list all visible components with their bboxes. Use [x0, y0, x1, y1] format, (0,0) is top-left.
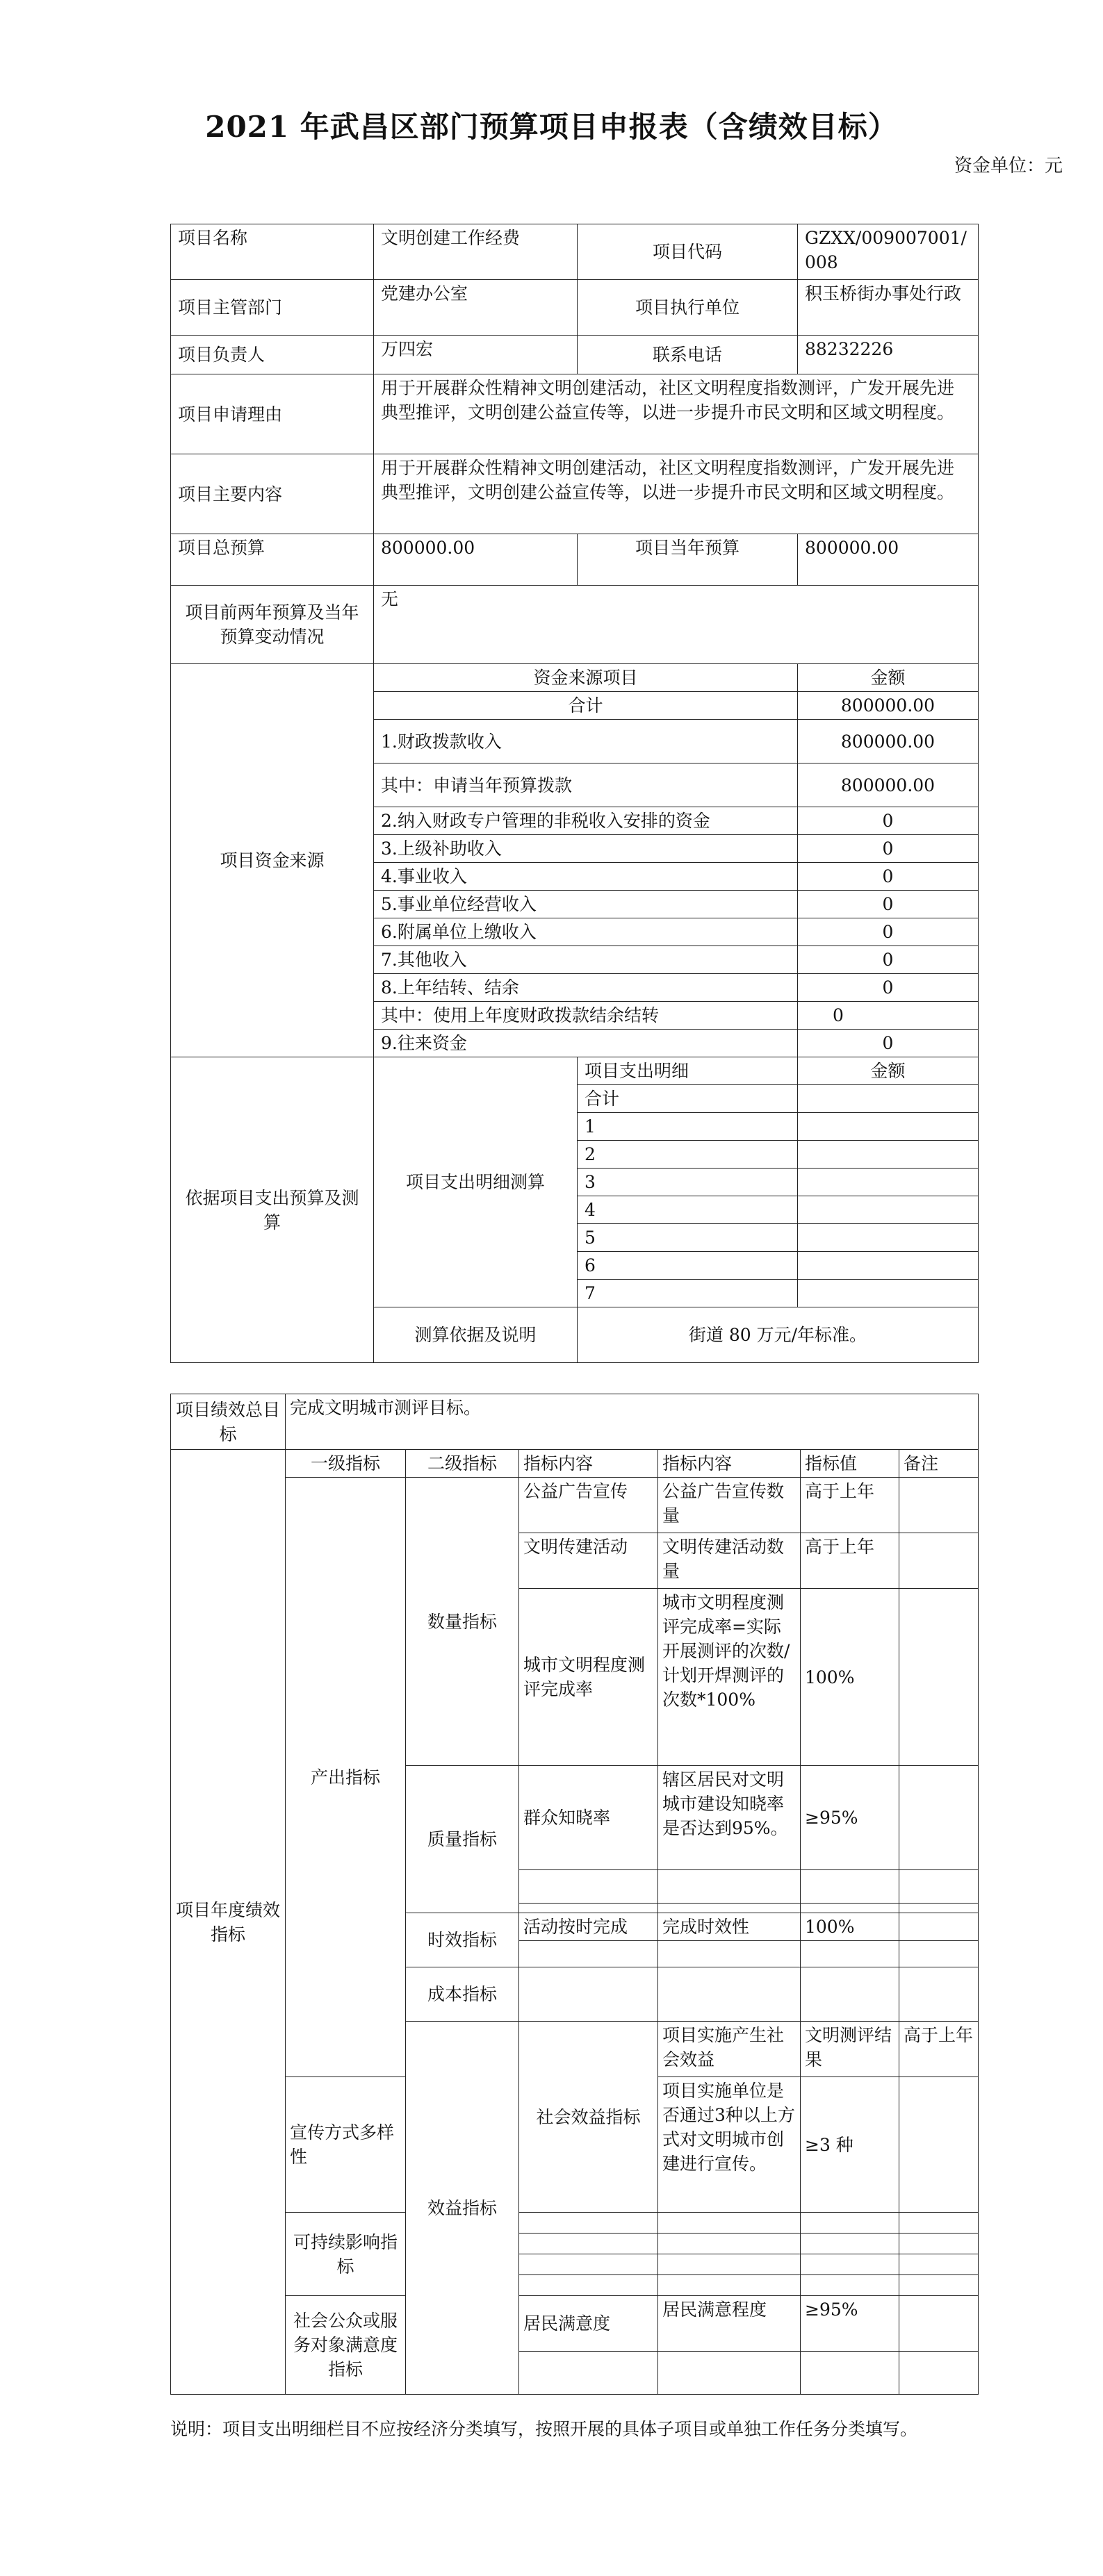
indicator-value: 高于上年	[801, 1478, 899, 1533]
content-value: 用于开展群众性精神文明创建活动，社区文明程度指数测评，广发开展先进典型推评，文明创建公益宣传等，以进一步提升市民文明和区域文明程度。	[374, 454, 979, 534]
change-label: 项目前两年预算及当年预算变动情况	[171, 586, 374, 664]
indicator-desc: 文明传建活动数量	[658, 1533, 801, 1589]
indicator-value: 高于上年	[899, 2022, 979, 2077]
expense-amount	[798, 1196, 979, 1224]
funding-amount: 800000.00	[798, 763, 979, 807]
expense-amount	[798, 1280, 979, 1307]
expense-amount	[798, 1113, 979, 1141]
expense-amount	[798, 1085, 979, 1113]
funding-amount: 0	[798, 863, 979, 891]
indicator-value: ≥95%	[801, 1766, 899, 1870]
indicator-content: 文明传建活动	[519, 1533, 658, 1589]
expense-item: 7	[578, 1280, 798, 1307]
satisfaction-label: 社会公众或服务对象满意度指标	[286, 2296, 406, 2395]
indicator-value: ≥95%	[801, 2296, 899, 2352]
indicator-remark	[899, 1766, 979, 1870]
indicator-desc: 文明测评结果	[801, 2022, 899, 2077]
expense-item: 4	[578, 1196, 798, 1224]
funding-item: 其中：申请当年预算拨款	[374, 763, 798, 807]
indicator-remark	[899, 2077, 979, 2213]
funding-amount: 0	[798, 835, 979, 863]
funding-item: 2.纳入财政专户管理的非税收入安排的资金	[374, 807, 798, 835]
funding-header-item: 资金来源项目	[374, 664, 798, 692]
funding-amount: 0	[798, 974, 979, 1002]
indicator-content: 活动按时完成	[519, 1913, 658, 1941]
funding-amount: 800000.00	[798, 720, 979, 763]
expense-detail-label: 项目支出明细测算	[374, 1057, 578, 1307]
indicator-remark	[899, 1533, 979, 1589]
indicator-remark	[899, 1478, 979, 1533]
expense-item: 5	[578, 1224, 798, 1252]
expense-amount	[798, 1252, 979, 1280]
indicator-content: 居民满意度	[519, 2296, 658, 2352]
exec-value: 积玉桥街办事处行政	[798, 280, 979, 336]
funding-amount: 0	[798, 807, 979, 835]
name-value: 文明创建工作经费	[374, 224, 578, 280]
indicator-desc: 公益广告宣传数量	[658, 1478, 801, 1533]
reason-label: 项目申请理由	[171, 374, 374, 454]
total-label: 项目总预算	[171, 534, 374, 586]
funding-item: 8.上年结转、结余	[374, 974, 798, 1002]
funding-item: 4.事业收入	[374, 863, 798, 891]
expense-amount	[798, 1141, 979, 1169]
funding-amount: 800000.00	[798, 692, 979, 720]
indicator-value: 高于上年	[801, 1533, 899, 1589]
dept-value: 党建办公室	[374, 280, 578, 336]
indicator-content: 群众知晓率	[519, 1766, 658, 1870]
indicator-desc: 项目实施单位是否通过3种以上方式对文明城市创建进行宣传。	[658, 2077, 801, 2213]
expense-item: 3	[578, 1169, 798, 1196]
funding-item: 7.其他收入	[374, 946, 798, 974]
expense-label: 依据项目支出预算及测算	[171, 1057, 374, 1363]
name-label: 项目名称	[171, 224, 374, 280]
indicator-content: 宣传方式多样性	[286, 2077, 406, 2213]
expense-item: 合计	[578, 1085, 798, 1113]
exec-label: 项目执行单位	[578, 280, 798, 336]
dept-label: 项目主管部门	[171, 280, 374, 336]
annual-label: 项目年度绩效指标	[171, 1450, 286, 2395]
funding-amount: 0	[798, 918, 979, 946]
expense-item: 2	[578, 1141, 798, 1169]
time-label: 时效指标	[406, 1913, 519, 1967]
indicator-value: ≥3 种	[801, 2077, 899, 2213]
header-level1: 一级指标	[286, 1450, 406, 1478]
performance-table	[170, 1394, 979, 2395]
funding-amount: 0	[798, 1002, 979, 1030]
code-label: 项目代码	[578, 224, 798, 280]
header-level2: 二级指标	[406, 1450, 519, 1478]
expense-item: 6	[578, 1252, 798, 1280]
benefit-label: 效益指标	[406, 2022, 519, 2395]
footnote: 说明：项目支出明细栏目不应按经济分类填写，按照开展的具体子项目或单独工作任务分类填写。	[170, 2419, 918, 2439]
funding-item: 1.财政拨款收入	[374, 720, 798, 763]
quantity-label: 数量指标	[406, 1478, 519, 1766]
reason-value: 用于开展群众性精神文明创建活动，社区文明程度指数测评，广发开展先进典型推评，文明创建公益宣传等，以进一步提升市民文明和区域文明程度。	[374, 374, 979, 454]
funding-amount: 0	[798, 1030, 979, 1057]
expense-amount	[798, 1224, 979, 1252]
indicator-value: 100%	[801, 1913, 899, 1941]
basis-value: 街道 80 万元/年标准。	[578, 1307, 979, 1363]
goal-value: 完成文明城市测评目标。	[286, 1394, 979, 1450]
page-title: 2021 年武昌区部门预算项目申报表（含绩效目标）	[205, 110, 898, 144]
funding-item: 9.往来资金	[374, 1030, 798, 1057]
header-value: 指标值	[801, 1450, 899, 1478]
header-content: 指标内容	[519, 1450, 658, 1478]
indicator-remark	[899, 1589, 979, 1766]
header-content-2: 指标内容	[658, 1450, 801, 1478]
project-table	[170, 224, 979, 1363]
expense-header-amount: 金额	[798, 1057, 979, 1085]
person-label: 项目负责人	[171, 336, 374, 374]
indicator-remark	[899, 1913, 979, 1941]
total-value: 800000.00	[374, 534, 578, 586]
output-label: 产出指标	[286, 1478, 406, 2077]
expense-header-item: 项目支出明细	[578, 1057, 798, 1085]
content-label: 项目主要内容	[171, 454, 374, 534]
funding-header-amount: 金额	[798, 664, 979, 692]
funding-item: 其中：使用上年度财政拨款结余结转	[374, 1002, 798, 1030]
funding-label: 项目资金来源	[171, 664, 374, 1057]
indicator-desc: 辖区居民对文明城市建设知晓率是否达到95%。	[658, 1766, 801, 1870]
indicator-content: 公益广告宣传	[519, 1478, 658, 1533]
phone-label: 联系电话	[578, 336, 798, 374]
indicator-desc: 居民满意程度	[658, 2296, 801, 2352]
currency-unit: 资金单位：元	[954, 156, 1063, 176]
header-remark: 备注	[899, 1450, 979, 1478]
expense-amount	[798, 1169, 979, 1196]
cost-label: 成本指标	[406, 1967, 519, 2022]
indicator-content: 城市文明程度测评完成率	[519, 1589, 658, 1766]
social-benefit-label: 社会效益指标	[519, 2022, 658, 2213]
year-budget-label: 项目当年预算	[578, 534, 798, 586]
phone-value: 88232226	[798, 336, 979, 374]
funding-amount: 0	[798, 891, 979, 918]
indicator-content: 项目实施产生社会效益	[658, 2022, 801, 2077]
indicator-desc: 完成时效性	[658, 1913, 801, 1941]
quality-label: 质量指标	[406, 1766, 519, 1913]
year-budget-value: 800000.00	[798, 534, 979, 586]
indicator-remark	[899, 2296, 979, 2352]
change-value: 无	[374, 586, 979, 664]
basis-label: 测算依据及说明	[374, 1307, 578, 1363]
indicator-value: 100%	[801, 1589, 899, 1766]
expense-item: 1	[578, 1113, 798, 1141]
funding-item: 3.上级补助收入	[374, 835, 798, 863]
funding-item: 6.附属单位上缴收入	[374, 918, 798, 946]
funding-item: 5.事业单位经营收入	[374, 891, 798, 918]
sustain-label: 可持续影响指标	[286, 2213, 406, 2296]
funding-amount: 0	[798, 946, 979, 974]
indicator-desc: 城市文明程度测评完成率=实际开展测评的次数/计划开焊测评的次数*100%	[658, 1589, 801, 1766]
code-value: GZXX/009007001/008	[798, 224, 979, 280]
funding-item: 合计	[374, 692, 798, 720]
goal-label: 项目绩效总目标	[171, 1394, 286, 1450]
person-value: 万四宏	[374, 336, 578, 374]
